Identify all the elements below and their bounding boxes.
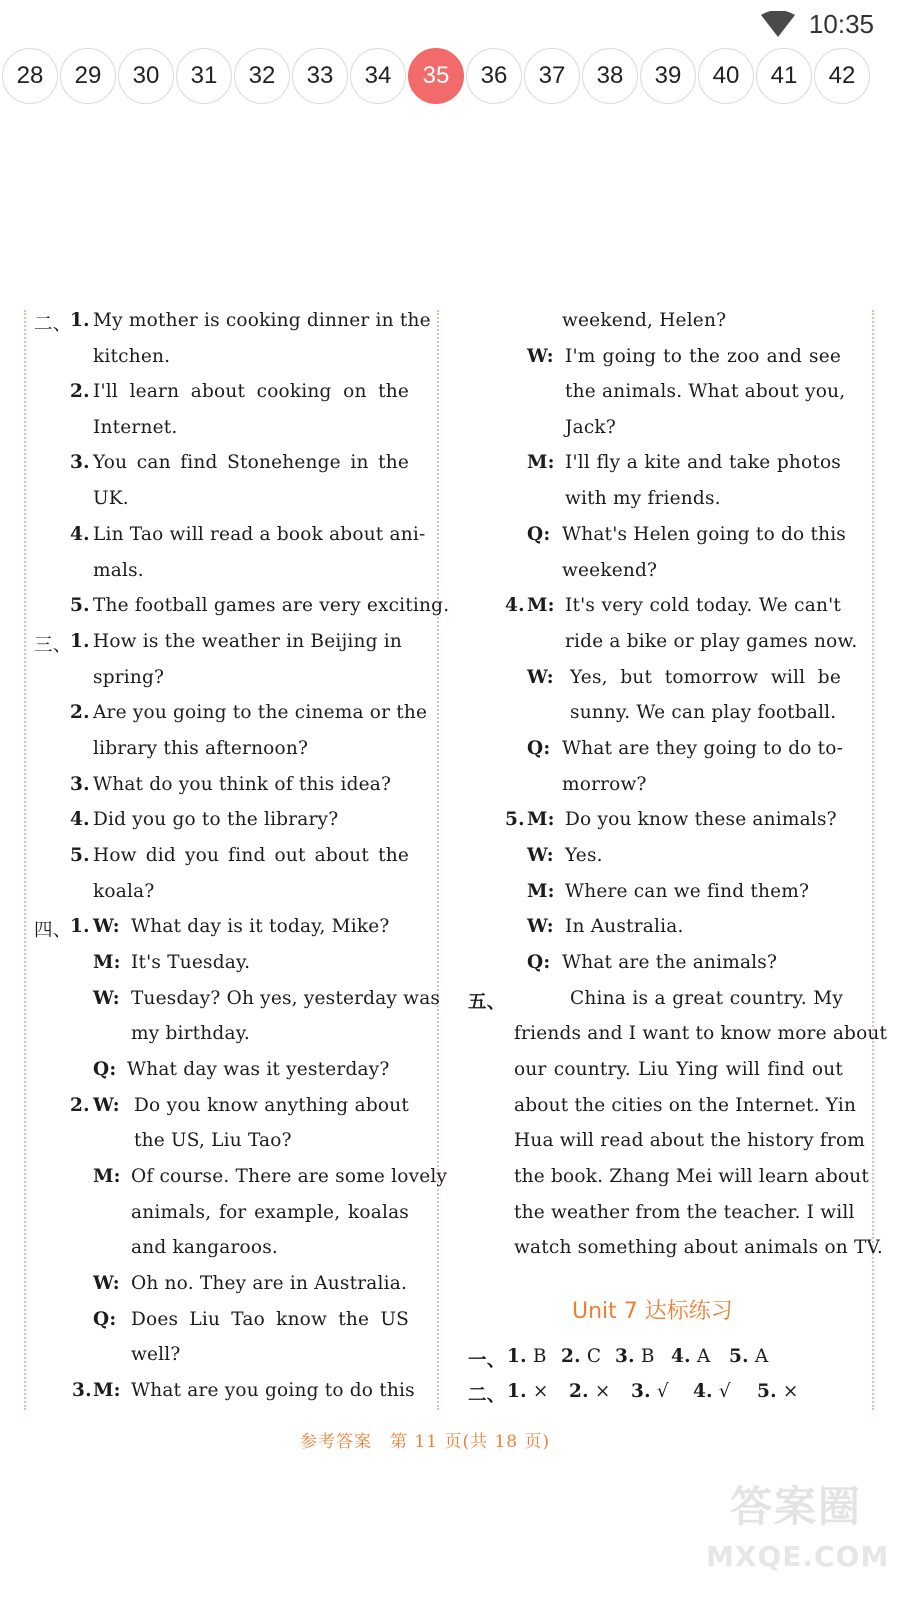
answer-line: mals.: [93, 560, 144, 581]
answer-line: kitchen.: [93, 346, 171, 367]
answer-item: 1. B: [507, 1346, 547, 1367]
speaker-label: M:: [93, 952, 121, 973]
passage-line: Hua will read about the history from: [514, 1130, 866, 1151]
answer-line: Are you going to the cinema or the: [93, 702, 428, 723]
speaker-label: M:: [93, 1166, 121, 1187]
answer-item: 5. ×: [757, 1381, 799, 1402]
dialogue-line: Where can we find them?: [565, 881, 810, 902]
answer-line: Did you go to the library?: [93, 809, 339, 830]
page-tab-34[interactable]: 34: [350, 48, 406, 104]
speaker-label: M:: [527, 809, 555, 830]
dialogue-line: Of course. There are some lovely: [131, 1166, 448, 1187]
page-tab-31[interactable]: 31: [176, 48, 232, 104]
passage-line: watch something about animals on TV.: [514, 1237, 883, 1258]
answer-item: 2. ×: [569, 1381, 611, 1402]
dialogue-line: weekend, Helen?: [562, 310, 727, 331]
section-marker-3: 三、: [34, 635, 72, 656]
page-tab-37[interactable]: 37: [524, 48, 580, 104]
dialogue-line: In Australia.: [565, 916, 684, 937]
answer-item: 3. B: [615, 1346, 655, 1367]
passage-line: the weather from the teacher. I will: [514, 1202, 855, 1223]
dialogue-line: I'll fly a kite and take photos: [565, 452, 841, 473]
dialogue-line: Tuesday? Oh yes, yesterday was: [131, 988, 441, 1009]
watermark-logo: 答案圈 MXQE.COM: [706, 1482, 890, 1573]
page-tab-40[interactable]: 40: [698, 48, 754, 104]
item-number: 1.: [70, 916, 90, 937]
unit-heading: Unit 7 达标练习: [572, 1299, 733, 1324]
page-tab-28[interactable]: 28: [2, 48, 58, 104]
item-number: 4.: [70, 524, 90, 545]
speaker-label: W:: [527, 845, 554, 866]
answer-line: UK.: [93, 488, 129, 509]
page-tab-35-active[interactable]: 35: [408, 48, 464, 104]
page-tab-32[interactable]: 32: [234, 48, 290, 104]
speaker-label: Q:: [527, 524, 551, 545]
answer-line: How is the weather in Beijing in: [93, 631, 402, 652]
item-number: 2.: [70, 381, 90, 402]
speaker-label: Q:: [93, 1309, 117, 1330]
dialogue-line: Does Liu Tao know the US: [131, 1309, 409, 1330]
dialogue-line: animals, for example, koalas: [131, 1202, 409, 1223]
dialogue-line: Jack?: [565, 417, 616, 438]
speaker-label: M:: [527, 452, 555, 473]
page-selector: [0, 48, 900, 110]
item-number: 5.: [70, 595, 90, 616]
dialogue-line: It's very cold today. We can't: [565, 595, 841, 616]
page-tab-33[interactable]: 33: [292, 48, 348, 104]
speaker-label: W:: [527, 346, 554, 367]
left-margin-rule: [24, 310, 26, 1410]
passage-line: about the cities on the Internet. Yin: [514, 1095, 857, 1116]
dialogue-line: What are they going to do to-: [562, 738, 844, 759]
signal-icon: [761, 11, 795, 37]
dialogue-line: What's Helen going to do this: [562, 524, 847, 545]
answer-line: How did you find out about the: [93, 845, 409, 866]
section-marker-2: 二、: [34, 314, 72, 335]
dialogue-line: my birthday.: [131, 1023, 250, 1044]
dialogue-line: morrow?: [562, 774, 647, 795]
passage-line: China is a great country. My: [570, 988, 843, 1009]
answer-item: 4. √: [693, 1381, 731, 1402]
answer-item: 5. A: [729, 1346, 769, 1367]
answer-line: The football games are very exciting.: [93, 595, 450, 616]
dialogue-line: the US, Liu Tao?: [134, 1130, 292, 1151]
passage-line: the book. Zhang Mei will learn about: [514, 1166, 869, 1187]
speaker-label: W:: [93, 988, 120, 1009]
answer-line: Internet.: [93, 417, 178, 438]
answer-item: 2. C: [561, 1346, 602, 1367]
item-number: 3.: [72, 1380, 92, 1401]
speaker-label: M:: [527, 881, 555, 902]
speaker-label: M:: [93, 1380, 121, 1401]
answer-line: spring?: [93, 667, 165, 688]
passage-line: friends and I want to know more about: [514, 1023, 888, 1044]
speaker-label: M:: [527, 595, 555, 616]
page-tab-41[interactable]: 41: [756, 48, 812, 104]
answer-item: 1. ×: [507, 1381, 549, 1402]
page-tab-36[interactable]: 36: [466, 48, 522, 104]
dialogue-line: I'm going to the zoo and see: [565, 346, 841, 367]
dialogue-line: Do you know anything about: [134, 1095, 409, 1116]
dialogue-line: well?: [131, 1344, 181, 1365]
dialogue-line: the animals. What about you,: [565, 381, 846, 402]
page-tab-29[interactable]: 29: [60, 48, 116, 104]
speaker-label: W:: [93, 1095, 120, 1116]
section-marker-1: 一、: [468, 1350, 506, 1371]
dialogue-line: Do you know these animals?: [565, 809, 837, 830]
item-number: 4.: [70, 809, 90, 830]
answer-line: My mother is cooking dinner in the: [93, 310, 431, 331]
item-number: 2.: [70, 702, 90, 723]
page-footer: 参考答案 第 11 页(共 18 页): [300, 1432, 551, 1452]
dialogue-line: Yes, but tomorrow will be: [570, 667, 841, 688]
speaker-label: Q:: [93, 1059, 117, 1080]
answer-line: Lin Tao will read a book about ani-: [93, 524, 426, 545]
page-tab-30[interactable]: 30: [118, 48, 174, 104]
dialogue-line: weekend?: [562, 560, 658, 581]
speaker-label: W:: [93, 1273, 120, 1294]
speaker-label: W:: [527, 916, 554, 937]
dialogue-line: Yes.: [565, 845, 603, 866]
dialogue-line: It's Tuesday.: [131, 952, 251, 973]
page-tab-39[interactable]: 39: [640, 48, 696, 104]
answer-line: You can find Stonehenge in the: [93, 452, 409, 473]
item-number: 2.: [70, 1095, 90, 1116]
answer-item: 3. √: [631, 1381, 669, 1402]
answer-line: I'll learn about cooking on the: [93, 381, 409, 402]
section-marker-5: 五、: [468, 992, 506, 1013]
dialogue-line: Oh no. They are in Australia.: [131, 1273, 408, 1294]
dialogue-line: ride a bike or play games now.: [565, 631, 858, 652]
answer-line: library this afternoon?: [93, 738, 309, 759]
item-number: 3.: [70, 452, 90, 473]
page-tab-38[interactable]: 38: [582, 48, 638, 104]
item-number: 4.: [505, 595, 525, 616]
item-number: 3.: [70, 774, 90, 795]
item-number: 5.: [505, 809, 525, 830]
answer-item: 4. A: [671, 1346, 711, 1367]
dialogue-line: and kangaroos.: [131, 1237, 278, 1258]
status-bar: [761, 6, 874, 42]
item-number: 1.: [70, 310, 90, 331]
answer-line: What do you think of this idea?: [93, 774, 392, 795]
dialogue-line: What day is it today, Mike?: [131, 916, 390, 937]
passage-line: our country. Liu Ying will find out: [514, 1059, 843, 1080]
dialogue-line: with my friends.: [565, 488, 721, 509]
speaker-label: W:: [93, 916, 120, 937]
section-marker-2b: 二、: [468, 1385, 506, 1406]
speaker-label: Q:: [527, 952, 551, 973]
dialogue-line: What day was it yesterday?: [127, 1059, 390, 1080]
item-number: 5.: [70, 845, 90, 866]
column-divider: [437, 310, 439, 1410]
clock: 10:35: [808, 8, 874, 39]
page-tab-42[interactable]: 42: [814, 48, 870, 104]
item-number: 1.: [70, 631, 90, 652]
dialogue-line: sunny. We can play football.: [570, 702, 837, 723]
section-marker-4: 四、: [34, 920, 72, 941]
dialogue-line: What are the animals?: [562, 952, 778, 973]
answer-line: koala?: [93, 881, 155, 902]
dialogue-line: What are you going to do this: [131, 1380, 415, 1401]
speaker-label: Q:: [527, 738, 551, 759]
speaker-label: W:: [527, 667, 554, 688]
